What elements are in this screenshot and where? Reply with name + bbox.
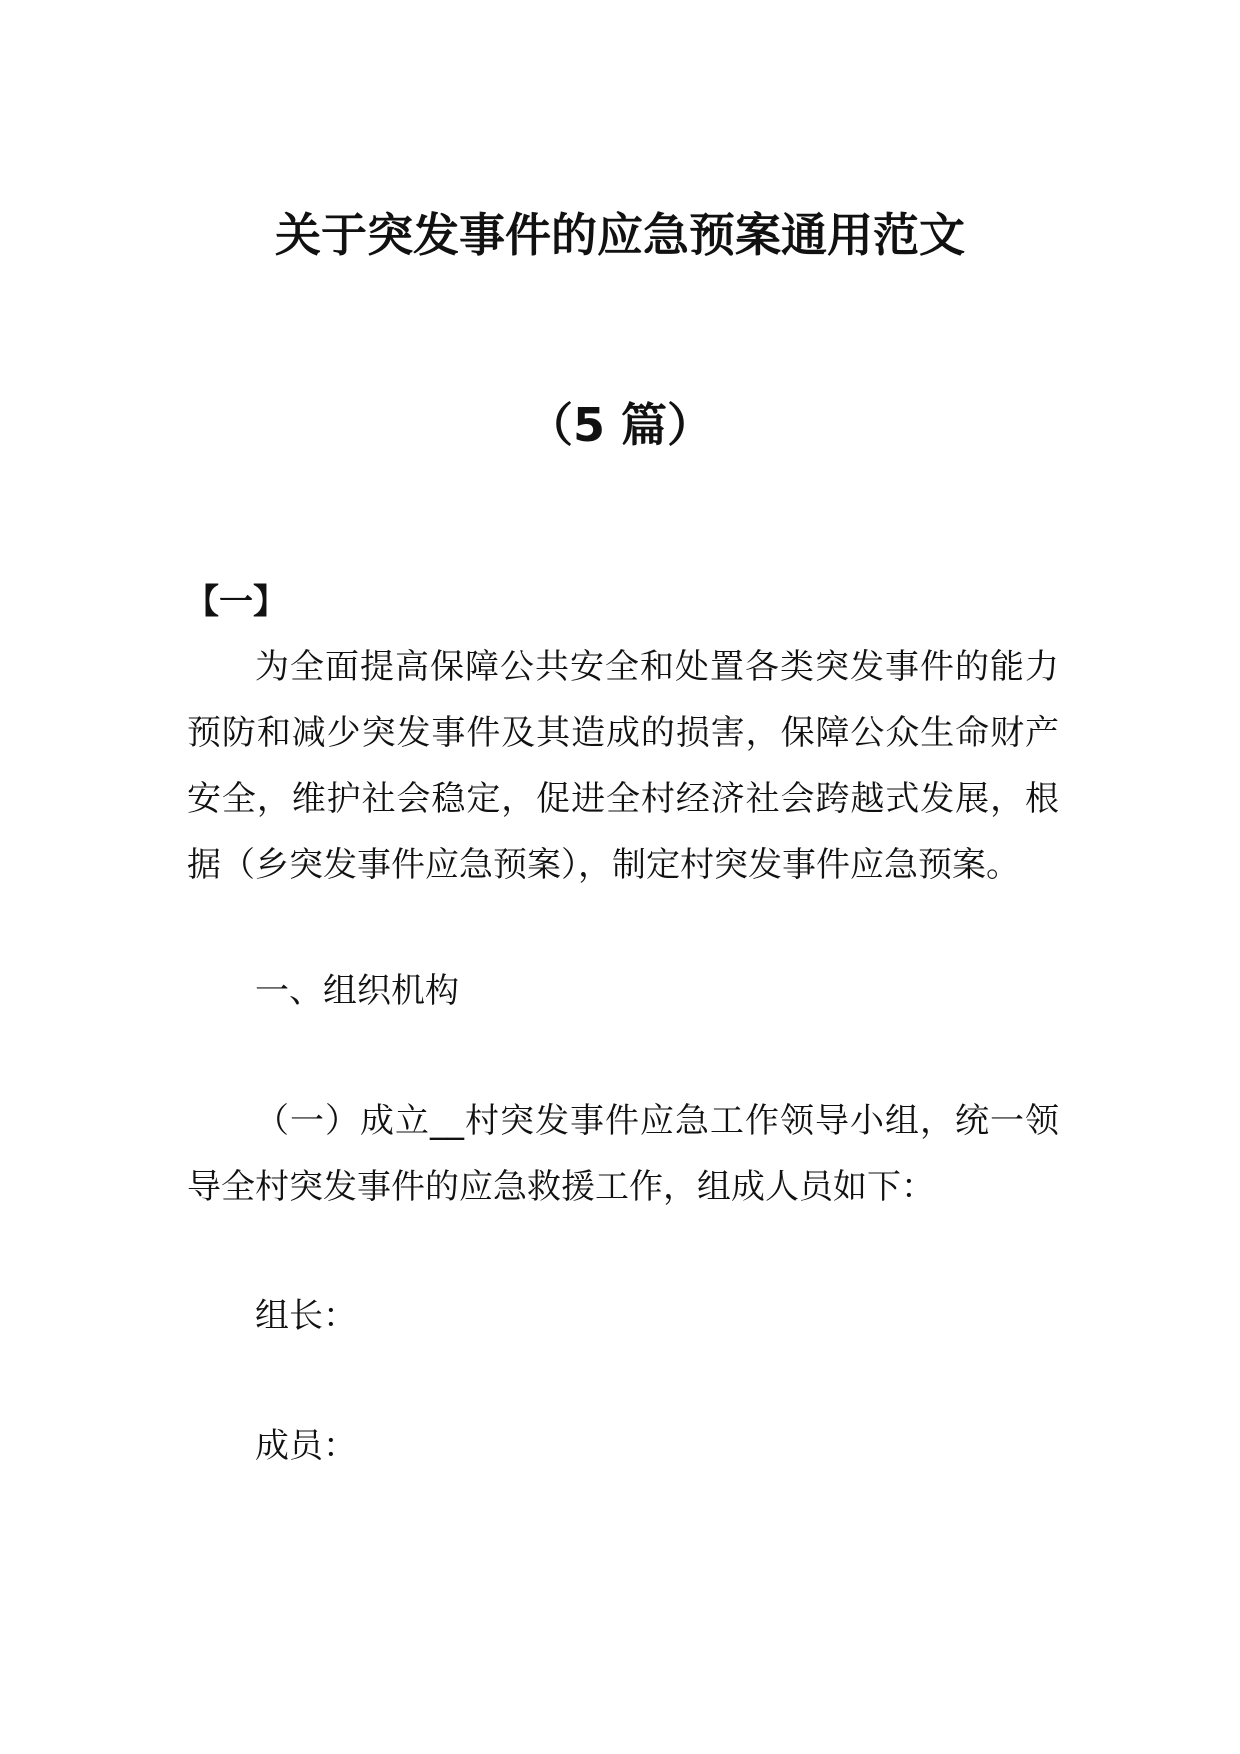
intro-paragraph: 为全面提高保障公共安全和处置各类突发事件的能力预防和减少突发事件及其造成的损害，保障公众生命财产安全，维护社会稳定，促进全村经济社会跨越式发展，根据（乡突发事件应急预案），制定村突发事件应急预案。	[187, 647, 1059, 885]
document-title: 关于突发事件的应急预案通用范文	[275, 208, 965, 262]
org-heading: 一、组织机构	[255, 971, 459, 1011]
leader-line: 组长：	[255, 1296, 357, 1336]
document-subtitle: （5 篇）	[526, 398, 714, 452]
section-marker: 【一】	[185, 582, 287, 622]
group-setup-paragraph: （一）成立__村突发事件应急工作领导小组，统一领导全村突发事件的应急救援工作，组成人员如下：	[187, 1101, 1059, 1207]
members-line: 成员：	[255, 1426, 357, 1466]
